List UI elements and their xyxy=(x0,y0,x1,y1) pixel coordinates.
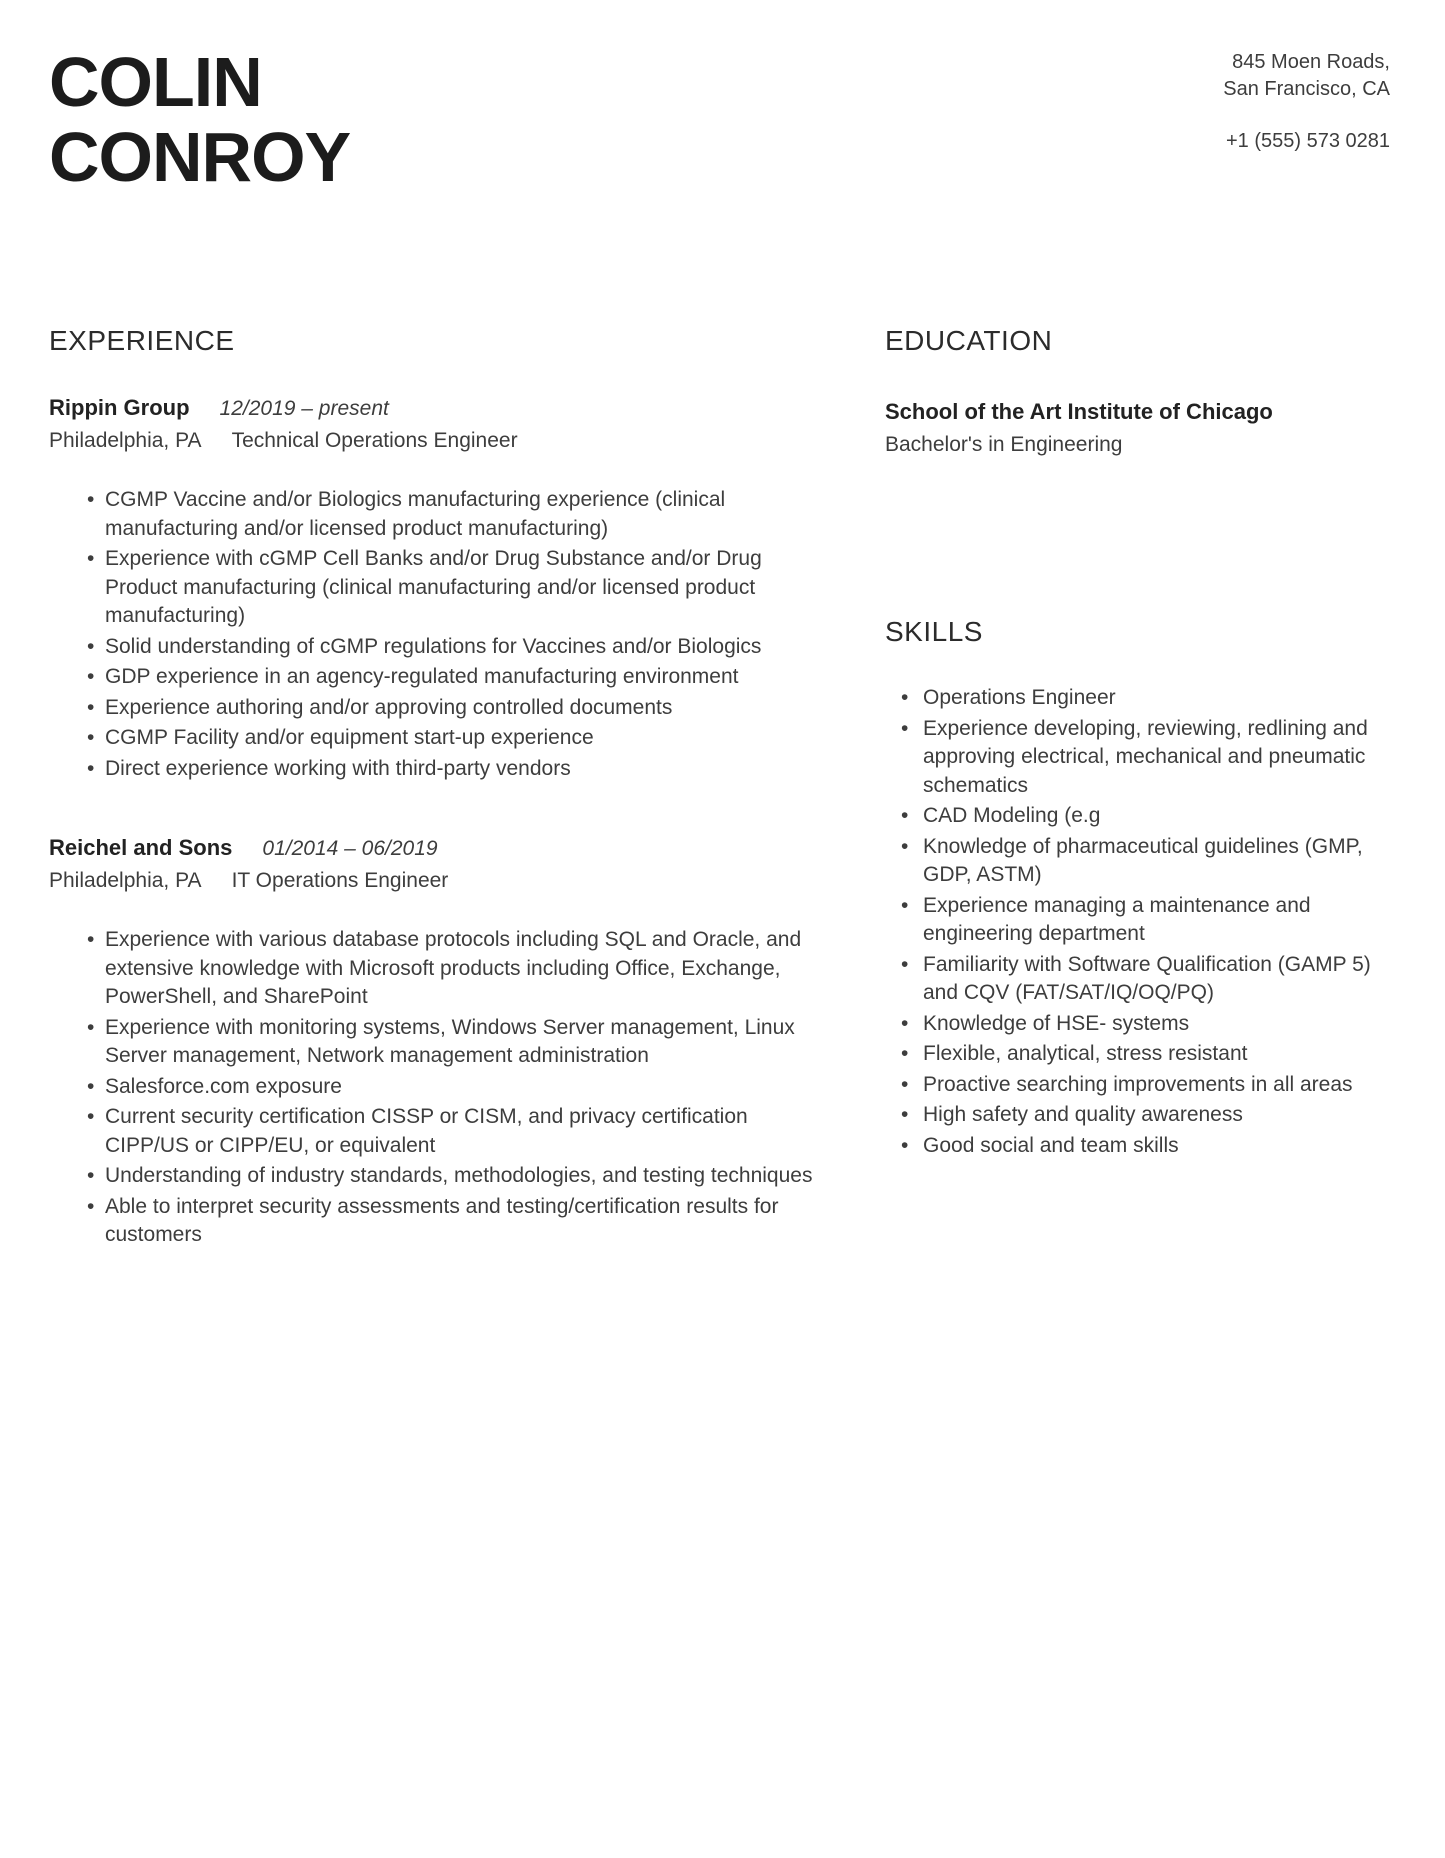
job-entry-reichel-and-sons xyxy=(49,835,835,1250)
list-item: • GDP experience in an agency-regulated manufacturing environment xyxy=(49,663,835,692)
job-company: Reichel and Sons xyxy=(49,835,233,860)
list-item: • Experience authoring and/or approving controlled documents xyxy=(49,694,835,723)
list-item: • Direct experience working with third-party vendors xyxy=(49,755,835,784)
experience-column xyxy=(49,325,835,1252)
job-location: Philadelphia, PA xyxy=(49,429,202,452)
education-section xyxy=(885,325,1390,461)
job-header xyxy=(49,395,835,421)
contact-address-line2: San Francisco, CA xyxy=(1223,78,1390,100)
job-title: Technical Operations Engineer xyxy=(231,429,518,452)
resume-body xyxy=(49,325,1390,1252)
list-item: • Understanding of industry standards, methodologies, and testing techniques xyxy=(49,1162,835,1191)
person-last-name: CONROY xyxy=(49,118,351,196)
resume-header xyxy=(49,45,1390,195)
list-item: • Flexible, analytical, stress resistant xyxy=(885,1040,1390,1069)
contact-info xyxy=(1223,45,1390,155)
job-location: Philadelphia, PA xyxy=(49,869,202,892)
list-item: • CGMP Facility and/or equipment start-up experience xyxy=(49,724,835,753)
skills-section xyxy=(885,616,1390,1160)
list-item: • Experience with cGMP Cell Banks and/or Drug Substance and/or Drug Product manufacturing (clinical manufacturing and/or licensed product manufacturing) xyxy=(49,545,835,631)
job-header xyxy=(49,835,835,861)
education-degree: Bachelor's in Engineering xyxy=(885,433,1123,456)
list-item: • Able to interpret security assessments and testing/certification results for customers xyxy=(49,1193,835,1250)
list-item: • Familiarity with Software Qualification (GAMP 5) and CQV (FAT/SAT/IQ/OQ/PQ) xyxy=(885,951,1390,1008)
list-item: • Current security certification CISSP or CISM, and privacy certification CIPP/US or CIPP/EU, or equivalent xyxy=(49,1103,835,1160)
list-item: • Experience with various database protocols including SQL and Oracle, and extensive knowledge with Microsoft products including Office, Exchange, PowerShell, and SharePoint xyxy=(49,926,835,1012)
job-subheader xyxy=(49,426,835,456)
list-item: • Good social and team skills xyxy=(885,1132,1390,1161)
person-name xyxy=(49,45,350,195)
skills-heading: SKILLS xyxy=(885,616,983,647)
list-item: • Experience managing a maintenance and engineering department xyxy=(885,892,1390,949)
job-dates: 01/2014 – 06/2019 xyxy=(262,837,438,860)
list-item: • Experience developing, reviewing, redlining and approving electrical, mechanical and pneumatic schematics xyxy=(885,715,1390,801)
education-school: School of the Art Institute of Chicago xyxy=(885,399,1273,424)
list-item: • Operations Engineer xyxy=(885,684,1390,713)
list-item: • Knowledge of HSE- systems xyxy=(885,1010,1390,1039)
contact-address-line1: 845 Moen Roads, xyxy=(1232,51,1390,73)
skills-list xyxy=(885,684,1390,1160)
education-entry xyxy=(885,395,1390,461)
list-item: • CGMP Vaccine and/or Biologics manufacturing experience (clinical manufacturing and/or licensed product manufacturing) xyxy=(49,486,835,543)
job-company: Rippin Group xyxy=(49,395,190,420)
person-first-name: COLIN xyxy=(49,43,262,121)
job-subheader xyxy=(49,866,835,896)
list-item: • Proactive searching improvements in all areas xyxy=(885,1071,1390,1100)
list-item: • CAD Modeling (e.g xyxy=(885,802,1390,831)
list-item: • Solid understanding of cGMP regulations for Vaccines and/or Biologics xyxy=(49,633,835,662)
experience-heading: EXPERIENCE xyxy=(49,325,235,356)
list-item: • Experience with monitoring systems, Windows Server management, Linux Server management, Network management administration xyxy=(49,1014,835,1071)
job-title: IT Operations Engineer xyxy=(231,869,449,892)
job-bullet-list xyxy=(49,926,835,1250)
education-skills-column xyxy=(885,325,1390,1252)
list-item: • Knowledge of pharmaceutical guidelines (GMP, GDP, ASTM) xyxy=(885,833,1390,890)
job-dates: 12/2019 – present xyxy=(219,397,389,420)
education-heading: EDUCATION xyxy=(885,325,1053,356)
job-bullet-list xyxy=(49,486,835,783)
job-entry-rippin-group xyxy=(49,395,835,783)
list-item: • Salesforce.com exposure xyxy=(49,1073,835,1102)
list-item: • High safety and quality awareness xyxy=(885,1101,1390,1130)
contact-phone: +1 (555) 573 0281 xyxy=(1225,130,1390,152)
